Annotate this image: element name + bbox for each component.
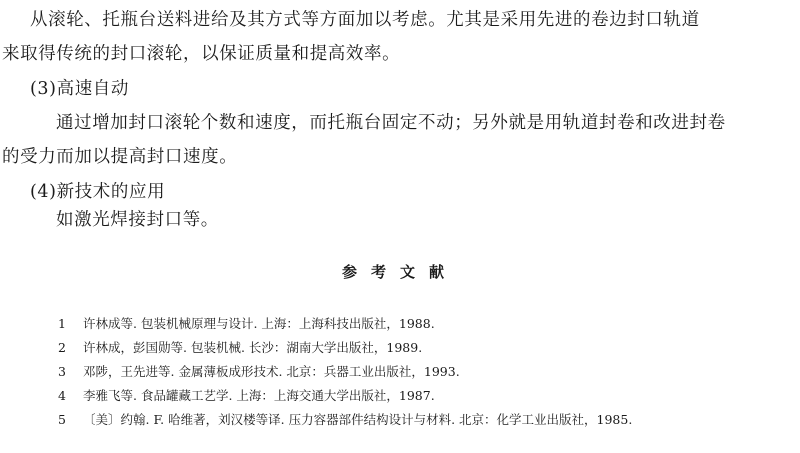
- reference-text: 〔美〕约翰. F. 哈维著，刘汉楼等译. 压力容器部件结构设计与材料. 北京：化学工业出版社，1985.: [83, 412, 633, 427]
- body-paragraph-line: 通过增加封口滚轮个数和速度，而托瓶台固定不动；另外就是用轨道封卷和改进封卷: [56, 113, 726, 133]
- reference-text: 邓陟，王先进等. 金属薄板成形技术. 北京：兵器工业出版社，1993.: [83, 364, 460, 379]
- body-paragraph-line: 来取得传统的封口滚轮，以保证质量和提高效率。: [2, 44, 401, 64]
- reference-text: 许林成等. 包装机械原理与设计. 上海：上海科技出版社，1988.: [83, 316, 435, 331]
- references-heading: 参考文献: [341, 263, 458, 281]
- section-heading: (3)高速自动: [30, 79, 129, 99]
- body-paragraph-line: 的受力而加以提高封口速度。: [2, 147, 238, 167]
- section-heading: (4)新技术的应用: [30, 182, 166, 202]
- reference-number: 3: [58, 364, 66, 379]
- reference-text: 许林成，彭国勋等. 包装机械. 长沙：湖南大学出版社，1989.: [83, 340, 423, 355]
- reference-text: 李雅飞等. 食品罐藏工艺学. 上海：上海交通大学出版社，1987.: [83, 388, 435, 403]
- reference-number: 4: [58, 388, 66, 403]
- reference-number: 2: [58, 340, 66, 355]
- reference-number: 1: [58, 316, 66, 331]
- body-paragraph-line: 从滚轮、托瓶台送料进给及其方式等方面加以考虑。尤其是采用先进的卷边封口轨道: [30, 10, 700, 30]
- reference-number: 5: [58, 412, 66, 427]
- body-paragraph-line: 如激光焊接封口等。: [56, 210, 219, 230]
